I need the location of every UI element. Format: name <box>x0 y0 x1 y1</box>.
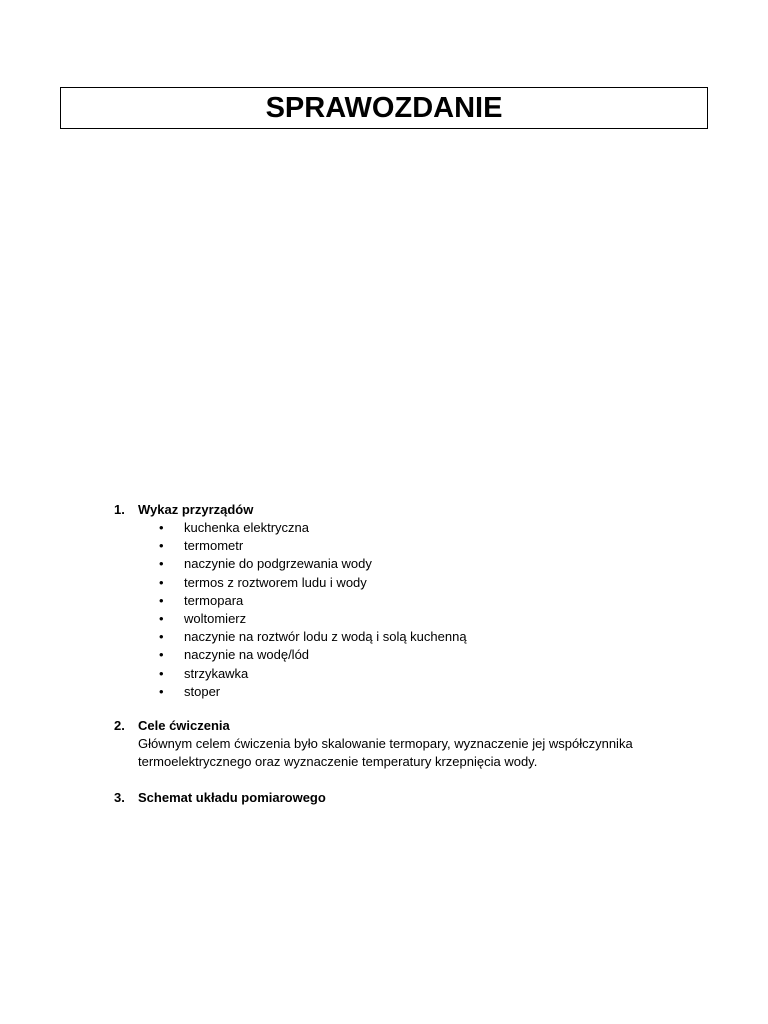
goals-paragraph <box>138 735 658 771</box>
section-title: Wykaz przyrządów <box>138 502 254 517</box>
list-item-text: strzykawka <box>184 665 249 681</box>
section-schematic <box>114 789 326 807</box>
list-item-text: termos z roztworem ludu i wody <box>184 574 367 590</box>
list-item <box>114 574 467 592</box>
section-heading <box>114 717 658 735</box>
section-number: 3. <box>114 790 125 805</box>
instrument-list <box>114 519 467 701</box>
bullet-icon: • <box>159 538 164 554</box>
list-item <box>114 683 467 701</box>
section-goals <box>114 717 658 771</box>
list-item-text: naczynie na wodę/lód <box>184 647 310 663</box>
list-item <box>114 610 467 628</box>
bullet-icon: • <box>159 592 164 608</box>
bullet-icon: • <box>159 683 164 699</box>
list-item-text: naczynie do podgrzewania wody <box>184 556 372 572</box>
list-item-text: termopara <box>184 592 244 608</box>
section-heading <box>114 501 467 519</box>
document-title: SPRAWOZDANIE <box>265 91 503 124</box>
title-box <box>60 87 708 129</box>
list-item-text: woltomierz <box>184 611 247 627</box>
section-number: 2. <box>114 718 125 733</box>
list-item-text: stoper <box>184 683 221 699</box>
bullet-icon: • <box>159 647 164 663</box>
list-item <box>114 592 467 610</box>
list-item-text: naczynie na roztwór lodu z wodą i solą kuchenną <box>184 629 467 645</box>
list-item <box>114 665 467 683</box>
section-instruments <box>114 501 467 701</box>
section-title: Schemat układu pomiarowego <box>138 790 326 805</box>
list-item-text: termometr <box>184 538 244 554</box>
list-item <box>114 537 467 555</box>
bullet-icon: • <box>159 611 164 627</box>
list-item <box>114 555 467 573</box>
list-item-text: kuchenka elektryczna <box>184 520 310 536</box>
bullet-icon: • <box>159 520 164 536</box>
section-number: 1. <box>114 502 125 517</box>
bullet-icon: • <box>159 556 164 572</box>
section-title: Cele ćwiczenia <box>138 718 230 733</box>
list-item <box>114 519 467 537</box>
section-heading <box>114 789 326 807</box>
list-item <box>114 646 467 664</box>
paragraph-line: Głównym celem ćwiczenia było skalowanie termopary, wyznaczenie jej współczynnika <box>138 736 633 751</box>
list-item <box>114 628 467 646</box>
bullet-icon: • <box>159 574 164 590</box>
paragraph-line: termoelektrycznego oraz wyznaczenie temperatury krzepnięcia wody. <box>138 754 538 769</box>
bullet-icon: • <box>159 665 164 681</box>
bullet-icon: • <box>159 629 164 645</box>
